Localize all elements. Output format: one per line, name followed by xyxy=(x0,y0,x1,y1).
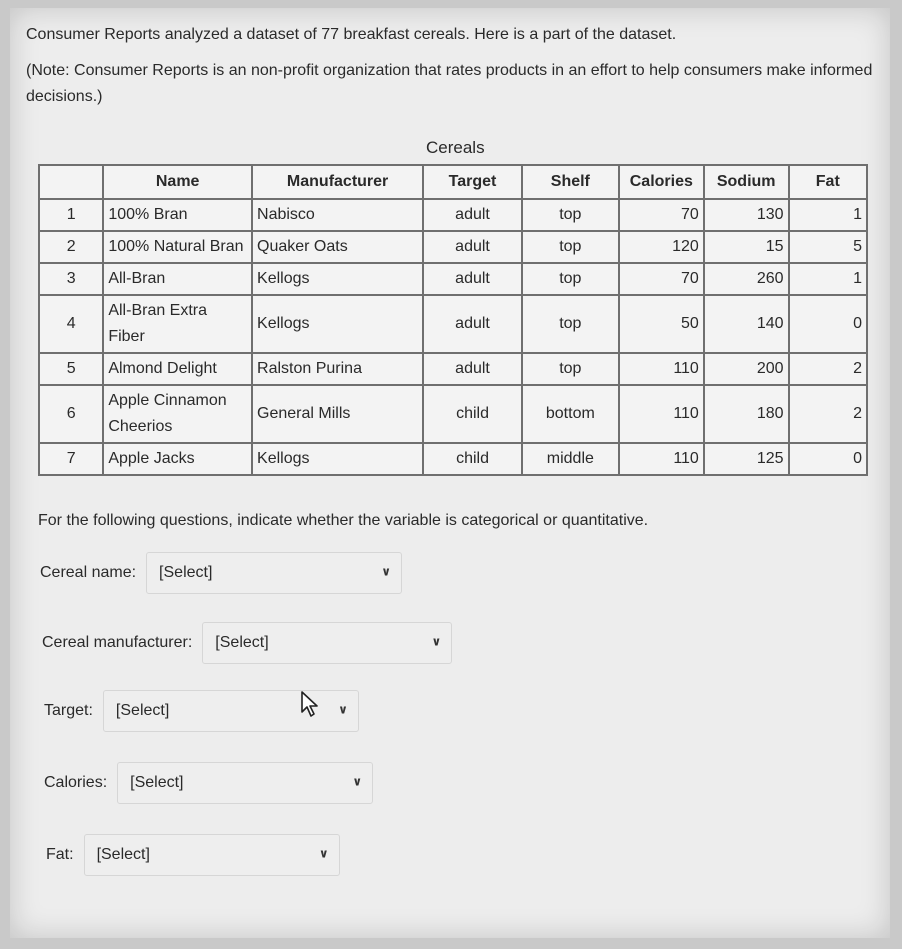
header-name: Name xyxy=(103,165,252,199)
sodium: 15 xyxy=(704,231,789,263)
table-row xyxy=(39,263,867,295)
fat: 0 xyxy=(789,295,867,353)
calories: 70 xyxy=(619,263,704,295)
chevron-down-icon: ∨ xyxy=(381,564,392,579)
shelf: top xyxy=(522,353,619,385)
header-sodium: Sodium xyxy=(704,165,789,199)
table-caption: Cereals xyxy=(426,138,485,157)
row-index: 5 xyxy=(39,353,103,385)
shelf: top xyxy=(522,231,619,263)
shelf: top xyxy=(522,199,619,231)
chevron-down-icon: ∨ xyxy=(352,774,363,789)
cereal-name: Apple Cinnamon Cheerios xyxy=(103,385,252,443)
calories: 120 xyxy=(619,231,704,263)
sodium: 260 xyxy=(704,263,789,295)
cereal-name: 100% Natural Bran xyxy=(103,231,252,263)
intro-text xyxy=(26,22,886,110)
calories: 110 xyxy=(619,385,704,443)
question-cereal-name xyxy=(40,552,402,594)
question-calories xyxy=(44,762,373,804)
manufacturer: Kellogs xyxy=(252,263,423,295)
header-target: Target xyxy=(423,165,522,199)
row-index: 7 xyxy=(39,443,103,475)
sodium: 140 xyxy=(704,295,789,353)
target: adult xyxy=(423,263,522,295)
manufacturer: Ralston Purina xyxy=(252,353,423,385)
calories: 110 xyxy=(619,353,704,385)
row-index: 3 xyxy=(39,263,103,295)
target: adult xyxy=(423,231,522,263)
manufacturer: Kellogs xyxy=(252,295,423,353)
question-cereal-manufacturer xyxy=(42,622,452,664)
header-index xyxy=(39,165,103,199)
manufacturer: Kellogs xyxy=(252,443,423,475)
target: adult xyxy=(423,353,522,385)
row-index: 4 xyxy=(39,295,103,353)
table-row xyxy=(39,231,867,263)
row-index: 6 xyxy=(39,385,103,443)
sodium: 180 xyxy=(704,385,789,443)
fat: 5 xyxy=(789,231,867,263)
shelf: top xyxy=(522,295,619,353)
cereals-table xyxy=(38,164,868,476)
chevron-down-icon: ∨ xyxy=(338,702,348,717)
calories: 50 xyxy=(619,295,704,353)
fat: 2 xyxy=(789,353,867,385)
shelf: bottom xyxy=(522,385,619,443)
manufacturer: General Mills xyxy=(252,385,423,443)
header-fat: Fat xyxy=(789,165,867,199)
intro-line: Consumer Reports analyzed a dataset of 77 breakfast cereals. Here is a part of the dataset. xyxy=(26,26,677,43)
cereal-name: All-Bran Extra Fiber xyxy=(103,295,252,353)
table-header-row xyxy=(39,165,867,199)
target: adult xyxy=(423,199,522,231)
question-label: Cereal name: xyxy=(40,564,137,581)
fat: 1 xyxy=(789,263,867,295)
target: child xyxy=(423,385,522,443)
chevron-down-icon: ∨ xyxy=(318,846,329,861)
header-shelf: Shelf xyxy=(522,165,619,199)
manufacturer: Quaker Oats xyxy=(252,231,423,263)
sodium: 130 xyxy=(704,199,789,231)
table-row xyxy=(39,443,867,475)
cereal-name: 100% Bran xyxy=(103,199,252,231)
select-value: [Select] xyxy=(130,774,184,791)
question-fat xyxy=(46,834,340,876)
intro-note: (Note: Consumer Reports is an non-profit organization that rates products in an effort to help consumers make informed decisions.) xyxy=(26,62,873,105)
shelf: middle xyxy=(522,443,619,475)
cereal-name: Almond Delight xyxy=(103,353,252,385)
manufacturer: Nabisco xyxy=(252,199,423,231)
sodium: 125 xyxy=(704,443,789,475)
chevron-down-icon: ∨ xyxy=(431,634,442,649)
cereal-name: All-Bran xyxy=(103,263,252,295)
questions-instructions: For the following questions, indicate whether the variable is categorical or quantitative. xyxy=(38,512,649,529)
cereal-manufacturer-select[interactable] xyxy=(202,622,452,664)
question-label: Target: xyxy=(44,702,93,719)
target: child xyxy=(423,443,522,475)
row-index: 2 xyxy=(39,231,103,263)
table-row xyxy=(39,295,867,353)
select-value: [Select] xyxy=(115,702,170,719)
fat: 0 xyxy=(789,443,867,475)
cereal-name-select[interactable] xyxy=(146,552,402,594)
table-row xyxy=(39,199,867,231)
quiz-page xyxy=(10,8,890,938)
table-row xyxy=(39,385,867,443)
sodium: 200 xyxy=(704,353,789,385)
cereal-name: Apple Jacks xyxy=(103,443,252,475)
mouse-pointer-icon xyxy=(300,690,322,718)
calories: 70 xyxy=(619,199,704,231)
calories-select[interactable] xyxy=(117,762,373,804)
calories: 110 xyxy=(619,443,704,475)
select-value: [Select] xyxy=(215,634,269,651)
fat-select[interactable] xyxy=(84,834,340,876)
row-index: 1 xyxy=(39,199,103,231)
header-calories: Calories xyxy=(619,165,704,199)
question-label: Calories: xyxy=(44,774,108,791)
header-manufacturer: Manufacturer xyxy=(252,165,423,199)
fat: 1 xyxy=(789,199,867,231)
shelf: top xyxy=(522,263,619,295)
question-label: Fat: xyxy=(46,846,74,863)
table-row xyxy=(39,353,867,385)
target: adult xyxy=(423,295,522,353)
fat: 2 xyxy=(789,385,867,443)
select-value: [Select] xyxy=(96,846,150,863)
question-label: Cereal manufacturer: xyxy=(42,634,193,651)
select-value: [Select] xyxy=(159,564,213,581)
